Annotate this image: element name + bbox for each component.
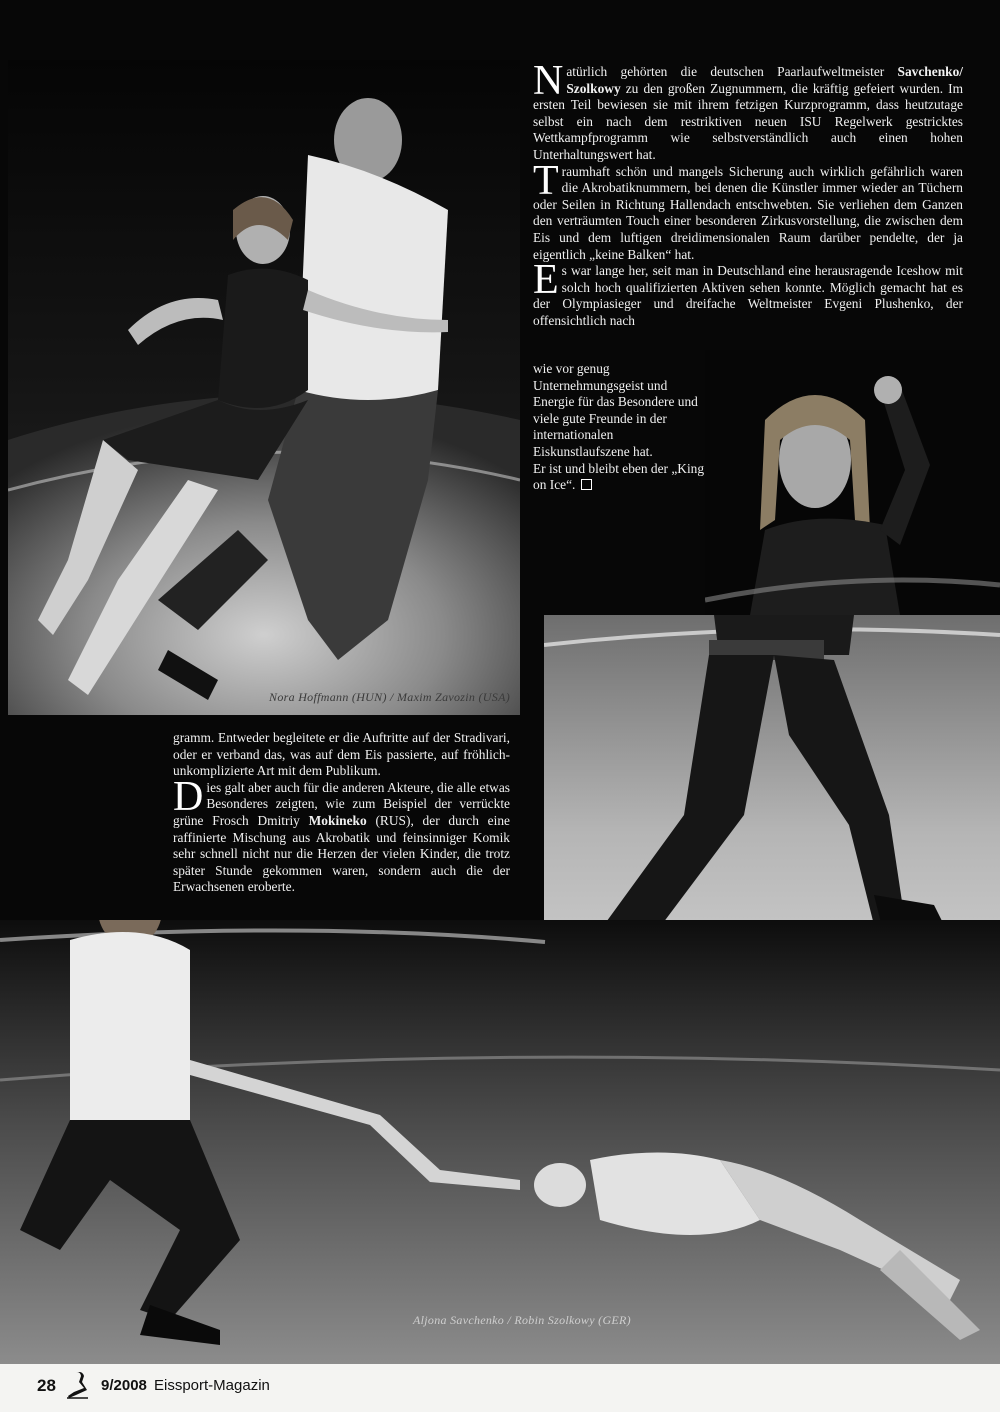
photo-pair-skaters-top [8,60,520,715]
photo-pair-skaters-bottom [0,920,1000,1365]
caption-top-photo: Nora Hoffmann (HUN) / Maxim Zavozin (USA) [269,690,510,704]
issue-number: 9/2008 [101,1377,147,1394]
dropcap-1: N [533,58,564,104]
paragraph-5 [173,773,510,896]
magazine-title: Eissport-Magazin [154,1377,270,1394]
paragraph-3-continued: wie vor genug Unternehmungsgeist und Energie für das Besondere und viele gute Freunde in der internationalen Eiskunstlaufszene hat. [533,361,698,459]
square-end-icon [581,479,592,490]
skater-logo-icon [66,1370,90,1400]
paragraph-3 [533,257,963,329]
paragraph-5-bold: Mokineko [308,812,367,828]
paragraph-5-text: ies galt aber auch für die anderen Akteure, die alle etwas Besonderes zeigten, wie zum Beispiel der verrückte grüne Frosch Dmitriy [173,779,510,828]
photo-skater-upper [705,350,1000,615]
paragraph-5-rest: (RUS), der durch eine raffinierte Mischung aus Akrobatik und feinsinniger Komik sehr schnell nicht nur die Herzen der vielen Kinder, die trotz später Stunde gekommen waren, sondern auch die der Erwachsenen eroberte. [173,812,510,895]
paragraph-1-rest: zu den großen Zugnummern, die kräftig gefeiert wurden. Im ersten Teil bewiesen sie mit ihrem fetzigen Kurzprogramm, dass heutzutage selbst ein nach dem restriktiven neuen ISU Regelwerk gestricktes Wettkampfprogramm wie selbstverständlich auch einen hohen Unterhaltungswert hat. [533,80,963,162]
caption-bottom-photo: Aljona Savchenko / Robin Szolkowy (GER) [413,1313,631,1327]
paragraph-4: gramm. Entweder begleitete er die Auftritte auf der Stradivari, oder er verband das, was auf dem Eis passierte, auf fröhlich-unkomplizierte Art mit dem Publikum. [173,730,510,779]
dropcap-5: D [173,773,204,820]
paragraph-2-text: raumhaft schön und mangels Sicherung auch wirklich gefährlich waren die Akrobatiknummern, bei denen die Künstler immer wieder an Tüchern oder Seilen in Richtung Hallendach entschwebten. Sie verliehen dem Ganzen den verträumten Touch einer besonderen Zirkusvorstellung, die zwischen dem Eis und dem luftigen dreidimensionalen Raum darüber pendelte, der ja eigentlich „keine Balken“ hat. [533,163,963,262]
paragraph-3-end [533,461,705,494]
photo-scene-right-upper [705,350,1000,615]
photo-scene-bottom [0,920,1000,1365]
article-column-narrow [533,361,705,494]
dropcap-2: T [533,157,559,204]
photo-scene-top [8,60,520,715]
page-number: 28 [37,1376,56,1395]
paragraph-3-text: s war lange her, seit man in Deutschland eine herausragende Iceshow mit solch hoch qualifizierten Aktiven sehen konnte. Möglich gemacht hat es der Olympiasieger und dreifache Weltmeister Evgeni Plushenko, der offensichtlich nach [533,263,963,328]
article-column-middle [173,730,510,896]
paragraph-1-bold: Savchenko/ Szolkowy [566,64,963,96]
paragraph-1-text: atürlich gehörten die deutschen Paarlaufweltmeister [566,64,898,79]
page-footer [0,1364,1000,1412]
dropcap-3: E [533,257,559,304]
paragraph-2 [533,157,963,264]
paragraph-1 [533,58,963,164]
article-column-top [533,58,963,330]
paragraph-3-end-text: Er ist und bleibt eben der „King on Ice“. [533,460,705,493]
